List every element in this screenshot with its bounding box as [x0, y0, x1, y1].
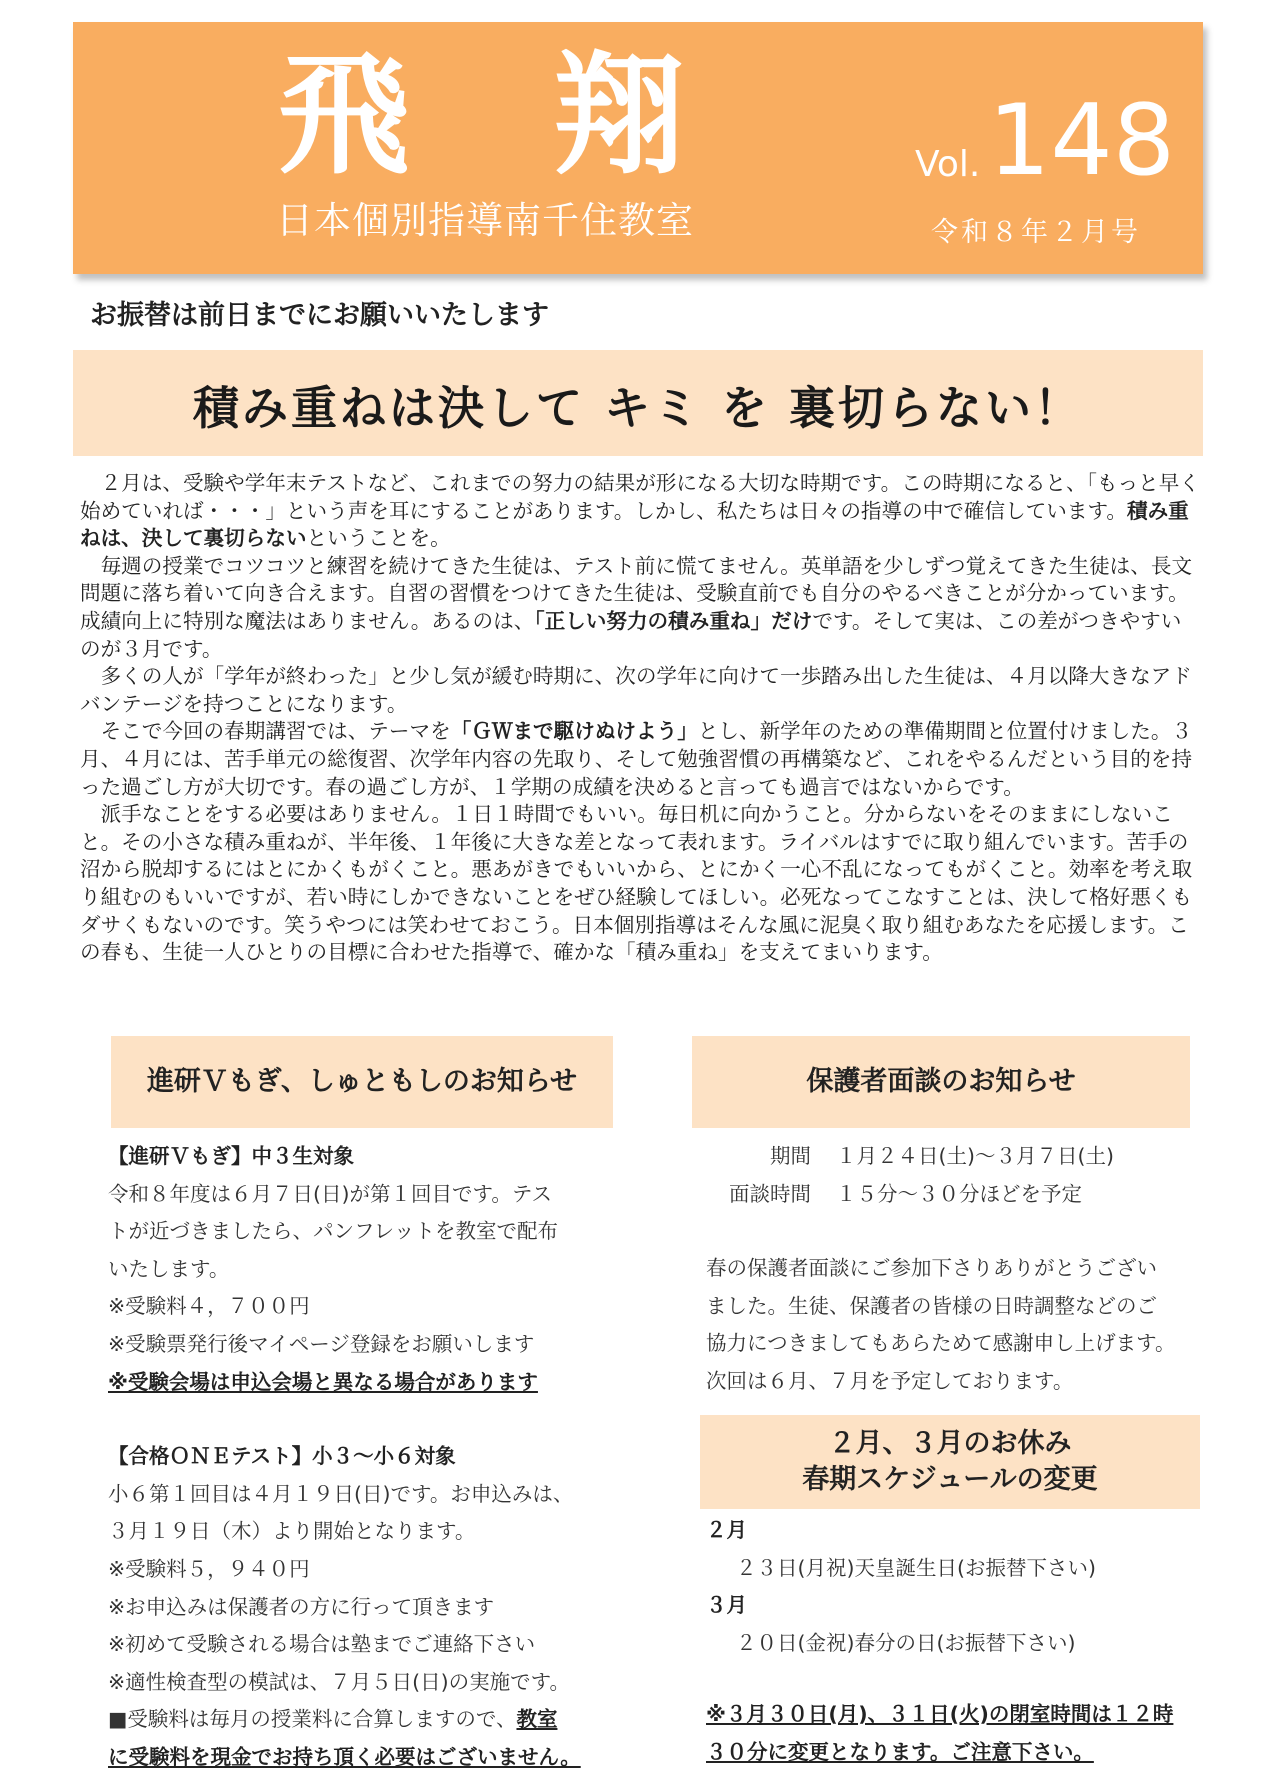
- logo-char-hi: 飛: [278, 39, 410, 193]
- logo-char-sho: 翔: [553, 39, 685, 193]
- headline: 積み重ねは決して キミ を 裏切らない！: [192, 381, 1084, 435]
- volume-label: Vol.: [915, 144, 981, 185]
- parent-meeting-section: 期間 １月２４日(土)～３月７日(土) 面談時間 １５分～３０分ほどを予定 春の保護者面談にご参加下さりありがとうござい ました。生徒、保護者の皆様の日時調整などのご 協力につきましてもあらためて感謝申し上げます。 次回は６月、７月を予定しております。: [706, 1144, 1176, 1393]
- essay-paragraph: ２月は、受験や学年末テストなど、これまでの努力の結果が形になる大切な時期です。この時期になると、「もっと早く始めていれば・・・」という声を耳にすることがあります。しかし、私たちは日々の指導の中で確信しています。積み重ねは、決して裏切らないということを。: [80, 471, 1200, 551]
- school-name: 日本個別指導南千住教室: [276, 199, 694, 242]
- headline-banner: [73, 350, 1203, 456]
- holiday-schedule-heading: ２月、３月のお休み 春期スケジュールの変更: [700, 1415, 1200, 1509]
- main-essay: [80, 470, 1200, 967]
- one-test-title: 【合格ＯＮＥテスト】小３～小６対象: [108, 1444, 456, 1469]
- volume-number: 148: [988, 84, 1176, 198]
- essay-paragraph: そこで今回の春期講習では、テーマを「ＧＷまで駆けぬけよう」とし、新学年のための準備期間と位置付けました。３月、４月には、苦手単元の総復習、次学年内容の先取り、そして勉強習慣の再構築など、これをやるんだという目的を持った過ごし方が大切です。春の過ごし方が、１学期の成績を決めると言っても過言ではないからです。: [80, 719, 1193, 799]
- masthead: [73, 22, 1203, 274]
- makeup-notice: お振替は前日までにお願いいたします: [90, 300, 549, 331]
- essay-paragraph: 毎週の授業でコツコツと練習を続けてきた生徒は、テスト前に慌てません。英単語を少しずつ覚えてきた生徒は、長文問題に落ち着いて向き合えます。自習の習慣をつけてきた生徒は、受験直前でも自分のやるべきことが分かっています。成績向上に特別な魔法はありません。あるのは、「正しい努力の積み重ね」だけです。そして実は、この差がつきやすいのが３月です。: [80, 553, 1193, 661]
- v-mogi-title: 【進研Ｖもぎ】中３生対象: [108, 1144, 354, 1168]
- parent-meeting-heading: 保護者面談のお知らせ: [692, 1036, 1190, 1128]
- essay-paragraph: 派手なことをする必要はありません。１日１時間でもいい。毎日机に向かうこと。分からないをそのままにしないこと。その小さな積み重ねが、半年後、１年後に大きな差となって表れます。ライバルはすでに取り組んでいます。苦手の沼から脱却するにはとにかくもがくこと。悪あがきでもいいから、とにかく一心不乱になってもがくこと。効率を考え取り組むのもいいですが、若い時にしかできないことをぜひ経験してほしい。必死なってこなすことは、決して格好悪くもダサくもないのです。笑うやつには笑わせておこう。日本個別指導はそんな風に泥臭く取り組むあなたを応援します。この春も、生徒一人ひとりの目標に合わせた指導で、確かな「積み重ね」を支えてまいります。: [80, 802, 1193, 965]
- closing-time-notice: ※３月３０日(月)、３１日(火)の閉室時間は１２時 ３０分に変更となります。ご注意下さい。: [706, 1702, 1174, 1764]
- issue-date: 令和８年２月号: [931, 217, 1141, 248]
- essay-paragraph: 多くの人が「学年が終わった」と少し気が緩む時期に、次の学年に向けて一歩踏み出した生徒は、４月以降大きなアドバンテージを持つことになります。: [80, 664, 1192, 716]
- mock-exam-section: 【進研Ｖもぎ】中３生対象 令和８年度は６月７日(日)が第１回目です。テス トが近づきましたら、パンフレットを教室で配布 いたします。 ※受験料４，７００円 ※受験票発行後マイページ登録をお願いします ※受験会場は申込会場と異なる場合があります 【合格ＯＮＥテスト】小３～小６対象 小６第１回目は４月１９日(日)です。お申込みは、 ３月１９日（木）より開始となります。 ※受験料５，９４０円 ※お申込みは保護者の方に行って頂きます ※初めて受験される場合は塾までご連絡下さい ※適性検査型の模試は、７月５日(日)の実施です。 ■受験料は毎月の授業料に合算しますので、教室 に受験料を現金でお持ち頂く必要はございません。: [108, 1138, 628, 1777]
- mock-exam-heading: 進研Ｖもぎ、しゅともしのお知らせ: [111, 1036, 613, 1128]
- holiday-schedule-section: ２月 ２３日(月祝)天皇誕生日(お振替下さい) ３月 ２０日(金祝)春分の日(お振替下さい): [706, 1518, 1096, 1655]
